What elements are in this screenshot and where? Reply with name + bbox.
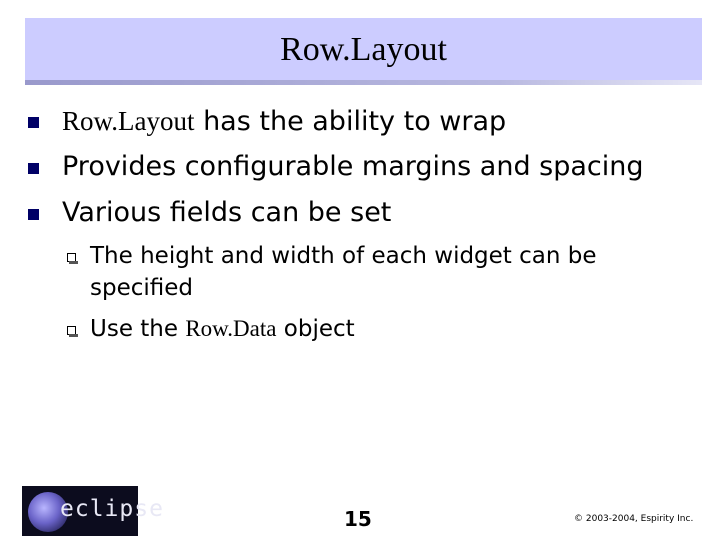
- hollow-square-bullet-icon: [67, 326, 76, 335]
- filled-square-bullet-icon: [28, 163, 39, 174]
- bullet-item-3-text: Various fields can be set: [62, 197, 392, 228]
- copyright-notice: © 2003-2004, Espirity Inc.: [574, 514, 694, 524]
- bullet-item-1: [62, 106, 506, 137]
- bullet-item-2-text: Provides configurable margins and spacing: [62, 151, 644, 182]
- bullet-item-1-serif-lead: Row.Layout: [62, 106, 195, 136]
- sub-bullet-2-serif: Row.Data: [185, 316, 277, 341]
- eclipse-logo: [22, 486, 164, 536]
- hollow-square-bullet-icon: [67, 253, 76, 262]
- page-number: 15: [344, 507, 372, 531]
- sub-bullet-2-after: object: [276, 316, 355, 342]
- eclipse-logo-text: eclipse: [60, 496, 164, 522]
- sub-bullet-2-before: Use the: [90, 316, 186, 342]
- sub-bullet-2: [90, 313, 355, 345]
- sub-bullet-1-line-2: specified: [90, 275, 194, 301]
- filled-square-bullet-icon: [28, 117, 39, 128]
- bullet-item-3: [62, 198, 391, 228]
- sub-bullet-1-line-1: The height and width of each widget can be: [90, 243, 597, 269]
- bullet-item-1-text: has the ability to wrap: [194, 106, 507, 137]
- bullet-item-2: [62, 152, 644, 182]
- filled-square-bullet-icon: [28, 209, 39, 220]
- slide-title: Row.Layout: [280, 31, 447, 68]
- title-band-shadow: [25, 80, 702, 85]
